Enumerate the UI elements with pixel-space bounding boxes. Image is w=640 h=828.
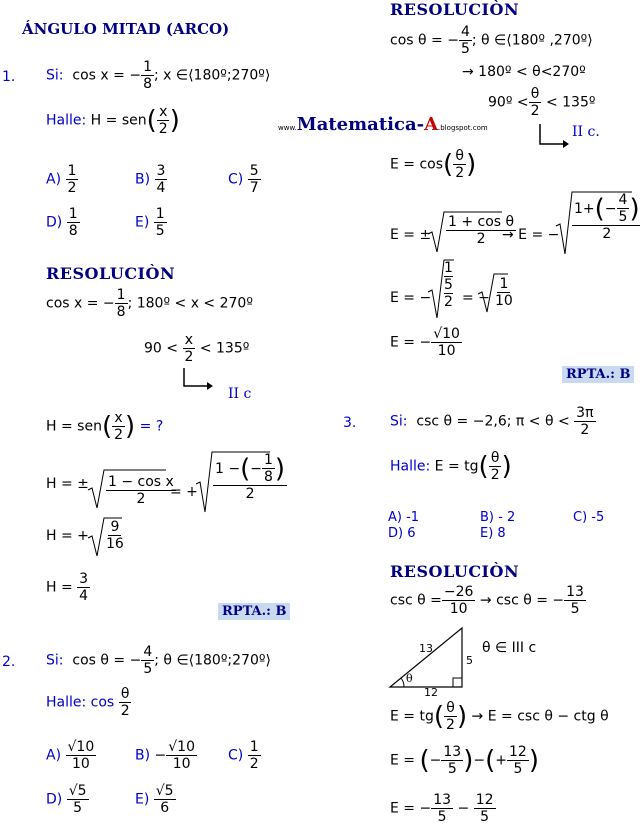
r2-step-4-arrow: → E = − <box>502 227 560 243</box>
option-e: E) $\frac{1}{5}$ <box>135 206 165 240</box>
problem-3-given: Si: csc θ = −2,6; π < θ < $\frac{3\pi}{2}$ <box>390 405 594 439</box>
page-title: ÁNGULO MITAD (ARCO) <box>22 20 230 38</box>
p1-step-3: H = sen( $\frac{x}{2}$ ) = ? <box>46 410 164 444</box>
p2-option-b: B) − $\frac{√10}{10}$ <box>135 739 196 773</box>
site-logo: www.Matematica-A.blogspot.com <box>278 114 488 135</box>
resolution-heading-1: RESOLUCIÒN <box>46 264 176 283</box>
r2-arrow <box>539 124 569 146</box>
r2-radicand-1: $\frac{\text{1 + cos θ}}{2}$ <box>448 214 515 248</box>
option-c: C) $\frac{5}{7}$ <box>228 163 259 197</box>
r2-quadrant: II c. <box>572 124 600 140</box>
p3-step-3: E = (− $\frac{13}{5}$ )−(+ $\frac{12}{5}$ ) <box>390 744 539 778</box>
problem-1-find: Halle: H = sen( $\frac{x}{2}$ ) <box>46 104 180 138</box>
p1-step-4-mid: = + <box>170 484 198 500</box>
p3-step-2: E = tg( $\frac{\theta}{2}$ ) → E = csc θ − ctg θ <box>390 700 609 734</box>
r2-step-4: E = ± <box>390 227 432 243</box>
r2-radicand-4: $\frac{1}{10}$ <box>495 276 513 310</box>
p2-option-c: C) $\frac{1}{2}$ <box>228 739 259 773</box>
p1-arrow <box>183 368 213 388</box>
p2-option-d: D) $\frac{√5}{5}$ <box>46 783 87 817</box>
r2-radicand-2: 1+ ( − $\frac{4}{5}$ ) 2 <box>574 192 640 243</box>
option-b: B) $\frac{3}{4}$ <box>135 163 166 197</box>
p3-step-4: E = − $\frac{13}{5}$ − $\frac{12}{5}$ <box>390 792 494 826</box>
p1-step-1: cos x = − $\frac{1}{8}$ ; 180º < x < 270º <box>46 287 253 321</box>
right-triangle <box>390 626 470 690</box>
r2-radicand-3: 1 5 2 <box>444 260 453 311</box>
option-a: A) $\frac{1}{2}$ <box>46 163 77 197</box>
resolution-heading-3: RESOLUCIÒN <box>390 562 520 581</box>
resolution-heading-2: RESOLUCIÒN <box>390 0 520 19</box>
problem-2-given: Si: cos θ = − $\frac{4}{5}$ ; θ ∈⟨180º;270º⟩ <box>46 644 271 678</box>
p2-option-a: A) $\frac{√10}{10}$ <box>46 739 95 773</box>
p1-step-2: 90 < $\frac{x}{2}$ < 135º <box>144 332 250 366</box>
p1-step-4: H = ± <box>46 476 89 492</box>
p3-step-1: csc θ = $\frac{-26}{10}$ → csc θ = − $\frac{13}{5}$ <box>390 584 584 618</box>
p1-radicand-3: $\frac{9}{16}$ <box>106 519 124 553</box>
p3-option-c: C) -5 <box>573 510 605 525</box>
triangle-adj: 12 <box>424 686 438 699</box>
r2-step-1: cos θ = − $\frac{4}{5}$ ; θ ∈⟨180º ,270º⟩ <box>390 24 593 58</box>
answer-badge-2: RPTA.: B <box>562 366 634 383</box>
p3-option-d: D) 6 <box>388 526 416 541</box>
r2-step-5-mid: = − <box>462 290 490 306</box>
r2-step-2: 90º < $\frac{\theta}{2}$ < 135º <box>488 86 596 120</box>
triangle-opp: 5 <box>466 654 473 667</box>
p1-radicand-2: 1 − ( − $\frac{1}{8}$ ) 2 <box>215 452 286 503</box>
option-d: D) $\frac{1}{8}$ <box>46 206 78 240</box>
answer-badge-1: RPTA.: B <box>218 603 290 620</box>
p3-option-b: B) - 2 <box>480 510 516 525</box>
triangle-hyp: 13 <box>419 642 433 655</box>
p3-option-a: A) -1 <box>388 510 420 525</box>
p1-step-6: H = $\frac{3}{4}$ <box>46 571 89 605</box>
p2-option-e: E) $\frac{√5}{6}$ <box>135 783 174 817</box>
triangle-quadrant: θ ∈ III c <box>482 640 537 656</box>
p3-option-e: E) 8 <box>480 526 506 541</box>
problem-1-number: 1. <box>2 69 16 85</box>
r2-step-3: E = cos( $\frac{\theta}{2}$ ) <box>390 148 477 182</box>
triangle-angle: θ <box>406 672 413 685</box>
r2-step-6: E = − $\frac{√10}{10}$ <box>390 326 460 360</box>
problem-3-find: Halle: E = tg( $\frac{\theta}{2}$ ) <box>390 450 512 484</box>
problem-3-number: 3. <box>343 415 357 431</box>
p1-step-5: H = + <box>46 528 89 544</box>
r2-step-5: E = − <box>390 290 432 306</box>
problem-1-given: Si: cos x = − $\frac{1}{8}$ ; x ∈⟨180º;270º⟩ <box>46 59 271 93</box>
problem-2-find: Halle: cos $\frac{\theta}{2}$ <box>46 686 130 720</box>
p1-quadrant: II c <box>228 386 252 402</box>
r2-arrow-step: → 180º < θ<270º <box>462 64 586 80</box>
p1-radicand-1: $\frac{\text{1 − cos x}}{2}$ <box>108 474 174 508</box>
problem-2-number: 2. <box>2 654 16 670</box>
